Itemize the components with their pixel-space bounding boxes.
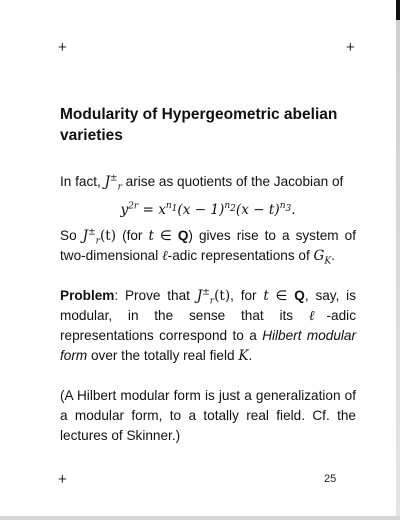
p1-tail: arise as quotients of the Jacobian of <box>121 174 344 189</box>
rationals-symbol: Q <box>177 228 189 243</box>
crop-mark-top-left: + <box>58 39 67 56</box>
page-edge-bottom <box>0 516 400 520</box>
paragraph-jacobian <box>60 172 356 192</box>
slide-title: Modularity of Hypergeometric abelian varieties <box>60 106 338 144</box>
hilbert-modular-form-emphasis: Hilbert modular form <box>60 328 356 363</box>
p1-symbol-J: $J^\pm_r$ <box>104 173 122 193</box>
p3-symbol-J: $J^\pm_r(t)$ <box>196 287 231 307</box>
paragraph-problem: Problem: Prove that $J^\pm_r(t)$, for t ∈ Q, say, is modular, in the sense that its ℓ-adic representations correspond to a Hilbert modular form over the totally real field K. <box>60 287 356 364</box>
problem-label: Problem <box>60 288 115 303</box>
p2-symbol-J: $J^\pm_r(t)$ <box>82 227 117 247</box>
equation-curve: $y^{2r} = x^{n_1}(x - 1)^{n_2}(x - t)^{n_3}$. <box>120 201 296 218</box>
page-edge-right <box>396 0 400 520</box>
crop-mark-top-right: + <box>346 39 355 56</box>
page-number: 25 <box>324 473 337 485</box>
paragraph-note: (A Hilbert modular form is just a generalization of a modular form, to a totally real field. Cf. the lectures of Skinner.) <box>60 388 356 443</box>
paragraph-galois: So $J^\pm_r(t)$ (for t ∈ Q) gives rise to a system of two-dimensional ℓ-adic representations of $G_K$. <box>60 227 356 267</box>
crop-mark-bottom-left: + <box>58 471 67 488</box>
p1-lead: In fact, <box>60 174 105 189</box>
slide-content <box>60 104 356 446</box>
galois-group-symbol: $G_K$ <box>313 248 332 267</box>
